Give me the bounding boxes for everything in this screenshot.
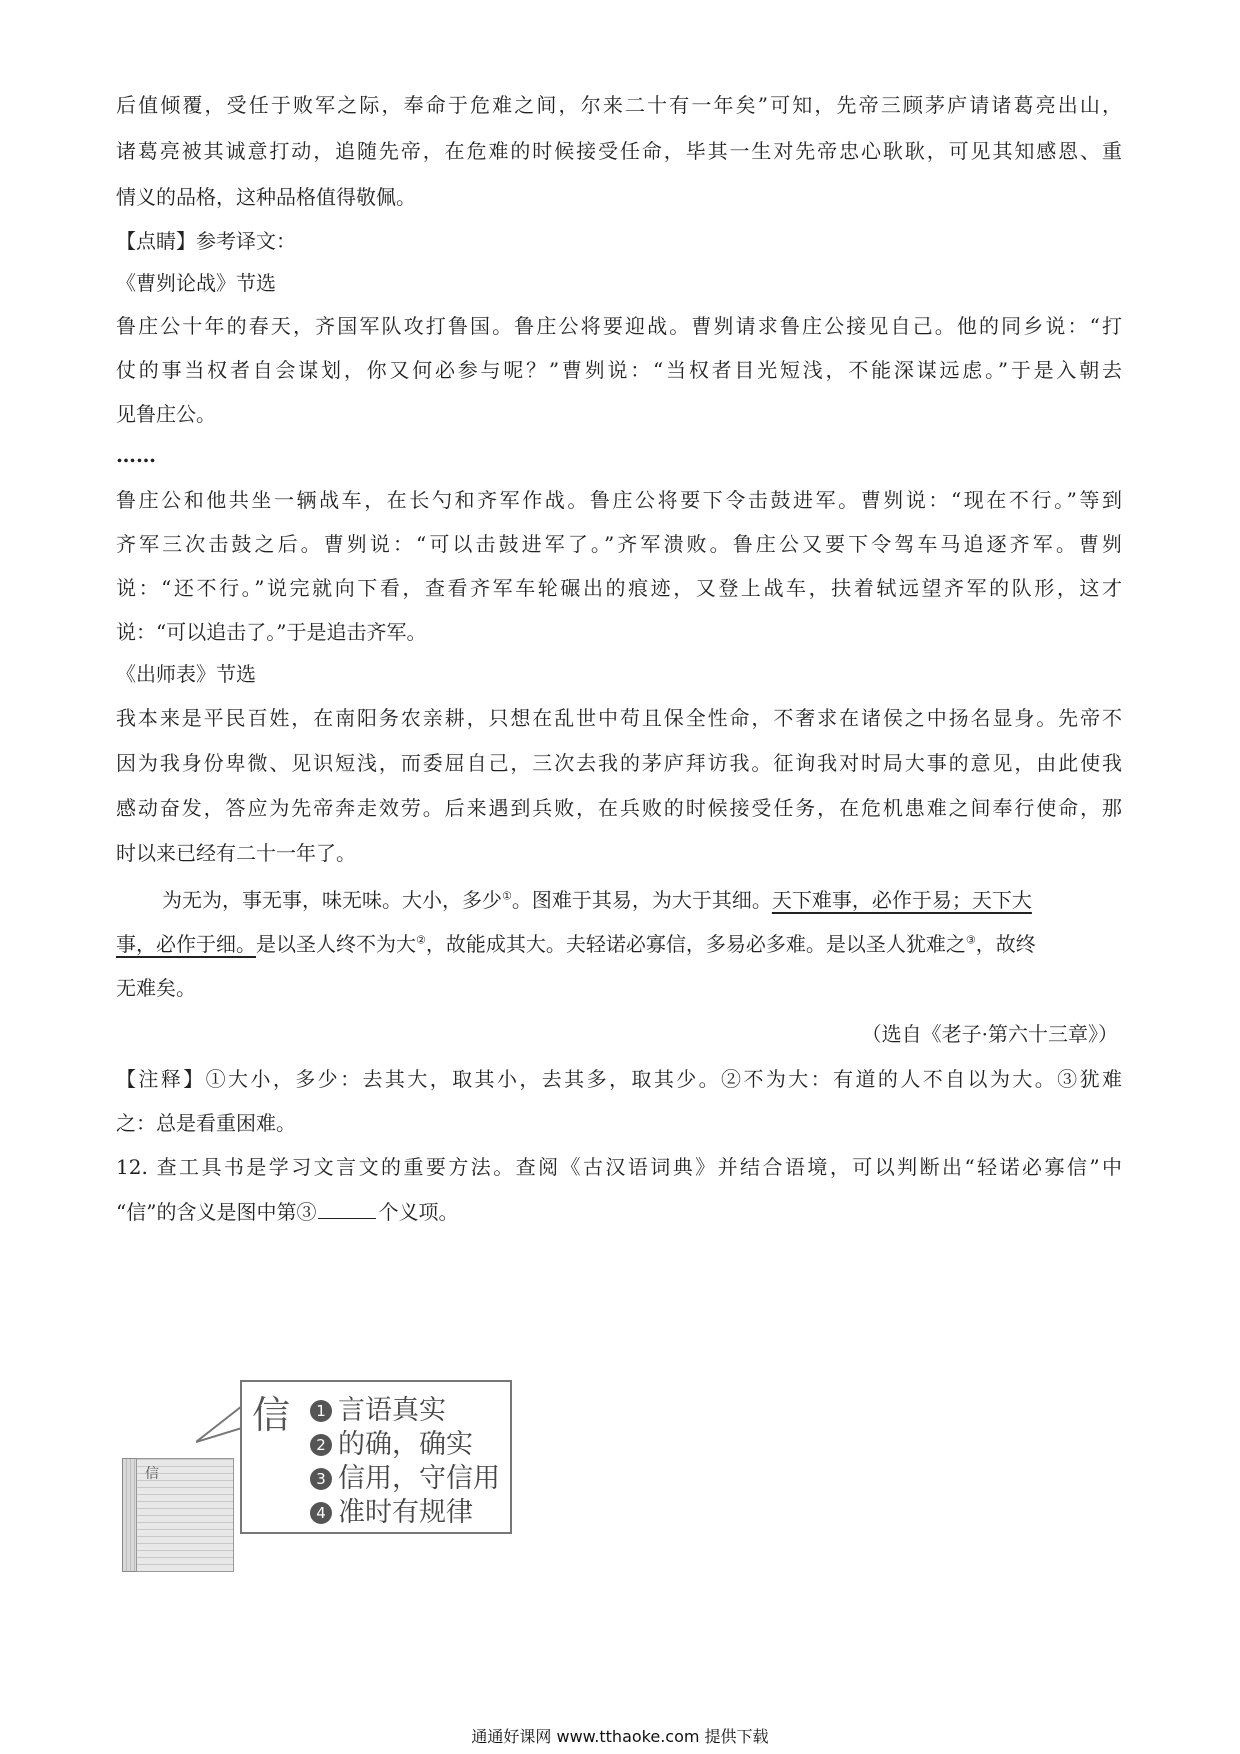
body-text-line: 齐军三次击鼓之后。曹刿说：“可以击鼓进军了。”齐军溃败。鲁庄公又要下令驾车马追逐齐军。曹刿	[116, 532, 1122, 556]
answer-blank	[318, 1200, 376, 1219]
section-title-chushibiao: 《出师表》节选	[116, 662, 256, 686]
body-text-line: 说：“还不行。”说完就向下看，查看齐军车轮碾出的痕迹，又登上战车，扶着轼远望齐军的队形，这才	[116, 576, 1122, 600]
footnote-mark: ③	[965, 933, 976, 947]
body-text-line: 感动奋发，答应为先帝奔走效劳。后来遇到兵败，在兵败的时候接受任务，在危机患难之间奉行使命，那	[116, 796, 1122, 820]
dictionary-illustration	[122, 1380, 522, 1570]
sense-number: 3	[310, 1468, 332, 1490]
book-cover-char: 信	[145, 1466, 159, 1482]
sense-text: 言语真实	[338, 1395, 446, 1426]
laozi-line-1	[162, 887, 1032, 913]
laozi-line-2	[116, 931, 1036, 957]
body-text-line: 我本来是平民百姓，在南阳务农亲耕，只想在乱世中苟且保全性命，不奢求在诸侯之中扬名显身。先帝不	[116, 706, 1122, 730]
laozi-text: 是以圣人终不为大	[256, 932, 416, 956]
source-citation: （选自《老子·第六十三章》）	[861, 1022, 1118, 1046]
sense-text: 信用，守信用	[338, 1463, 500, 1494]
question-12-text: 12. 查工具书是学习文言文的重要方法。查阅《古汉语词典》并结合语境，可以判断出“轻诺必寡信”中	[116, 1155, 1122, 1179]
page-footer: 通通好课网 www.tthaoke.com 提供下载	[471, 1727, 769, 1746]
laozi-text: 为无为，事无事，味无味。大小，多少	[162, 888, 502, 912]
footnote-mark: ①	[502, 889, 512, 903]
sense-number: 2	[310, 1434, 332, 1456]
body-text-line: 时以来已经有二十一年了。	[116, 841, 356, 865]
sense-text: 准时有规律	[338, 1497, 473, 1528]
footnote-mark: ②	[416, 933, 426, 947]
body-text-line: 鲁庄公和他共坐一辆战车，在长勺和齐军作战。鲁庄公将要下令击鼓进军。曹刿说：“现在不行。”等到	[116, 488, 1122, 512]
notes-line: 之：总是看重困难。	[116, 1111, 296, 1135]
sense-number: 4	[310, 1502, 332, 1524]
sense-number: 1	[310, 1400, 332, 1422]
body-text-line: 因为我身份卑微、见识短浅，而委屈自己，三次去我的茅庐拜访我。征询我对时局大事的意见，由此使我	[116, 751, 1122, 775]
dianjing-heading: 【点睛】参考译文：	[116, 229, 296, 253]
laozi-text: ，故终	[975, 932, 1036, 956]
notes-line: 【注释】①大小，多少：去其大，取其小，去其多，取其少。②不为大：有道的人不自以为大。③犹难	[116, 1067, 1122, 1091]
body-text-line: 情义的品格，这种品格值得敬佩。	[116, 185, 416, 209]
section-title-caogui: 《曹刿论战》节选	[116, 271, 276, 295]
underlined-sentence: 天下难事，必作于易；天下大	[771, 888, 1032, 912]
laozi-line-3: 无难矣。	[116, 976, 196, 1000]
body-text-line: 后值倾覆，受任于败军之际，奉命于危难之间，尔来二十有一年矣”可知，先帝三顾茅庐请诸葛亮出山，	[116, 93, 1122, 117]
sense-item-4	[310, 1490, 473, 1529]
dictionary-book-icon	[136, 1458, 234, 1572]
sense-text: 的确，确实	[338, 1429, 473, 1460]
ellipsis: ……	[116, 443, 156, 467]
dictionary-head-character: 信	[252, 1393, 291, 1437]
body-text-line: 诸葛亮被其诚意打动，追随先帝，在危难的时候接受任命，毕其一生对先帝忠心耿耿，可见其知感恩、重	[116, 139, 1122, 163]
question-text: “信”的含义是图中第	[116, 1200, 297, 1224]
body-text-line: 说：“可以追击了。”于是追击齐军。	[116, 620, 427, 644]
body-text-line: 仗的事当权者自会谋划，你又何必参与呢？”曹刿说：“当权者目光短浅，不能深谋远虑。”于是入朝去	[116, 358, 1122, 382]
speech-bubble-tail	[196, 1404, 242, 1444]
body-text-line: 鲁庄公十年的春天，齐国军队攻打鲁国。鲁庄公将要迎战。曹刿请求鲁庄公接见自己。他的同乡说：“打	[116, 314, 1122, 338]
laozi-text: 。图难于其易，为大于其细。	[511, 888, 772, 912]
question-12-text	[116, 1199, 458, 1225]
question-text: 个义项。	[378, 1200, 459, 1224]
body-text-line: 见鲁庄公。	[116, 402, 216, 426]
answer-mark: ③	[296, 1200, 317, 1224]
underlined-sentence: 事，必作于细。	[116, 932, 256, 956]
laozi-text: ，故能成其大。夫轻诺必寡信，多易必多难。是以圣人犹难之	[425, 932, 966, 956]
